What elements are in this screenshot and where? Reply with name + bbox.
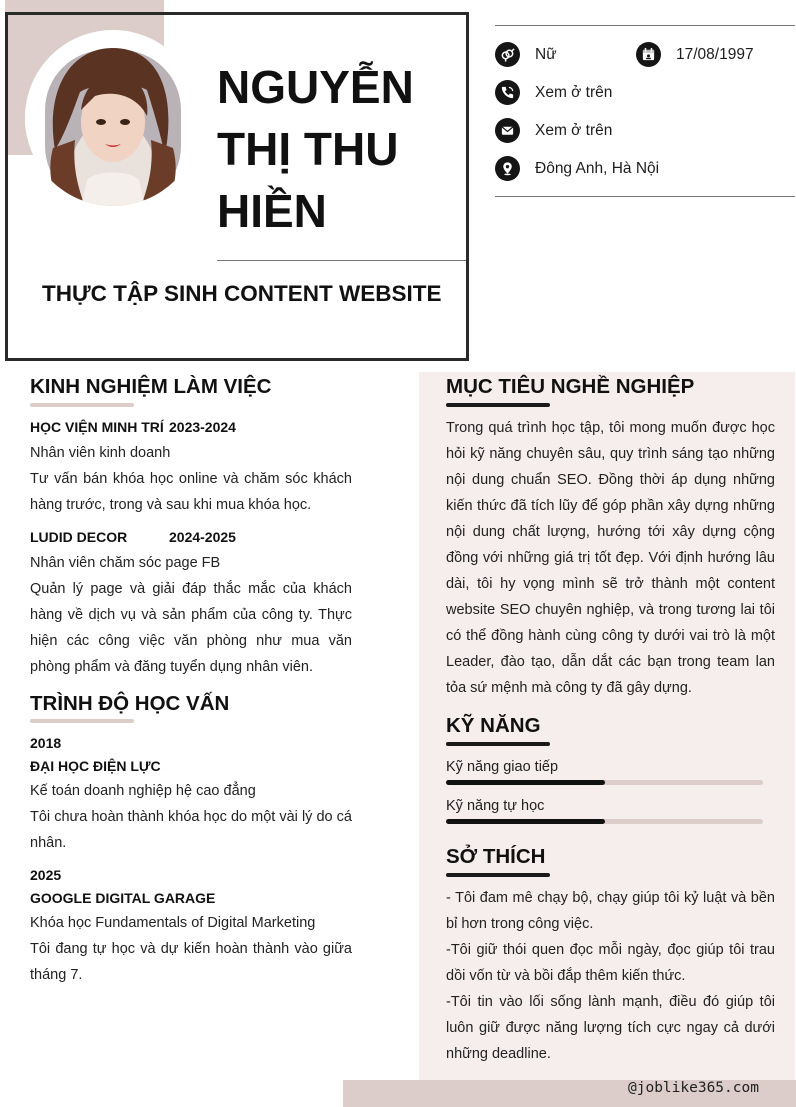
- education-school: ĐẠI HỌC ĐIỆN LỰC: [30, 758, 161, 774]
- education-year: 2018: [30, 735, 62, 751]
- contact-birthday: [636, 42, 754, 67]
- skill-bar-track: [446, 780, 763, 785]
- skill-label: Kỹ năng tự học: [446, 798, 545, 814]
- skill-bar-track: [446, 819, 763, 824]
- hobbies-section-underline: [446, 873, 550, 877]
- experience-item: [30, 416, 352, 518]
- skills-section-title: KỸ NĂNG: [446, 714, 541, 737]
- education-year: 2025: [30, 867, 62, 883]
- skills-section-underline: [446, 742, 550, 746]
- job-title: THỰC TẬP SINH CONTENT WEBSITE: [42, 281, 442, 306]
- hobby-item: -Tôi tin vào lối sống lành mạnh, điều đó giúp tôi luôn giữ được năng lượng tích cực ngay cả dưới những deadline.: [446, 994, 775, 1062]
- education-item: [30, 864, 352, 988]
- objective-section-underline: [446, 403, 550, 407]
- gender-icon: [495, 42, 520, 67]
- mail-icon: [495, 118, 520, 143]
- contact-top-divider: [495, 25, 795, 26]
- experience-period: 2023-2024: [169, 419, 236, 435]
- education-note: Tôi đang tự học và dự kiến hoàn thành vào giữa tháng 7.: [30, 941, 352, 983]
- education-note: Tôi chưa hoàn thành khóa học do một vài lý do cá nhân.: [30, 809, 352, 851]
- experience-section-underline: [30, 403, 134, 407]
- experience-item: [30, 526, 352, 680]
- experience-org: LUDID DECOR: [30, 529, 128, 545]
- hobby-item: -Tôi giữ thói quen đọc mỗi ngày, đọc giúp tôi trau dồi vốn từ và bồi đắp thêm kiến thức.: [446, 942, 775, 984]
- objective-text: Trong quá trình học tập, tôi mong muốn được học hỏi kỹ năng chuyên sâu, quy trình sáng tạo những nội dung chuẩn SEO. Đồng thời áp dụng những kiến thức đã tích lũy để góp phần xây dựng những nội dung chất lượng, hướng tới xây dựng cộng đồng với những giá trị tốt đẹp. Với định hướng lâu dài, tôi hy vọng mình sẽ trở thành một content website SEO chuyên nghiệp, và trong tương lai tôi có thể đồng hành cùng công ty dưới vai trò là một Leader, đào tạo, dẫn dắt các bạn trong team lan tỏa sứ mệnh mà công ty đã gây dựng.: [446, 420, 775, 696]
- experience-description: Tư vấn bán khóa học online và chăm sóc khách hàng trước, trong và sau khi mua khóa học.: [30, 471, 352, 513]
- avatar: [25, 30, 201, 206]
- phone-icon: [495, 80, 520, 105]
- name-divider: [217, 260, 466, 261]
- contact-bottom-divider: [495, 196, 795, 197]
- education-list: [30, 732, 352, 988]
- education-major: Kế toán doanh nghiệp hệ cao đẳng: [30, 783, 256, 799]
- hobbies-section-title: SỞ THÍCH: [446, 845, 546, 868]
- skill-bar-fill: [446, 819, 605, 824]
- phone-value: Xem ở trên: [535, 83, 613, 101]
- experience-role: Nhân viên chăm sóc page FB: [30, 555, 221, 571]
- contact-gender: [495, 42, 557, 67]
- portrait-photo-icon: [25, 30, 201, 206]
- candidate-name: NGUYỄN THỊ THU HIỀN: [217, 61, 414, 237]
- experience-section-title: KINH NGHIỆM LÀM VIỆC: [30, 375, 272, 398]
- experience-period: 2024-2025: [169, 529, 236, 545]
- experience-role: Nhân viên kinh doanh: [30, 445, 171, 461]
- contact-phone: [495, 80, 612, 105]
- education-section-underline: [30, 719, 134, 723]
- hobbies-list: [446, 885, 775, 1067]
- contact-address: [495, 156, 659, 181]
- calendar-icon: [636, 42, 661, 67]
- birthday-value: 17/08/1997: [676, 45, 754, 63]
- location-icon: [495, 156, 520, 181]
- email-value: Xem ở trên: [535, 121, 613, 139]
- education-item: [30, 732, 352, 856]
- watermark: @joblike365.com: [628, 1080, 759, 1096]
- skill-bar-fill: [446, 780, 605, 785]
- experience-description: Quản lý page và giải đáp thắc mắc của khách hàng về dịch vụ và sản phẩm của công ty. Thực hiện các công việc văn phòng như mua văn phòng phẩm và đăng tuyển dụng nhân viên.: [30, 581, 352, 675]
- skill-label: Kỹ năng giao tiếp: [446, 759, 559, 775]
- education-major: Khóa học Fundamentals of Digital Marketing: [30, 915, 316, 931]
- experience-org: HỌC VIỆN MINH TRÍ: [30, 419, 164, 435]
- experience-list: [30, 416, 352, 680]
- hobby-item: - Tôi đam mê chạy bộ, chạy giúp tôi kỷ luật và bền bỉ hơn trong công việc.: [446, 890, 775, 932]
- address-value: Đông Anh, Hà Nội: [535, 159, 660, 177]
- gender-value: Nữ: [535, 45, 557, 63]
- education-section-title: TRÌNH ĐỘ HỌC VẤN: [30, 692, 230, 715]
- objective-section-title: MỤC TIÊU NGHỀ NGHIỆP: [446, 375, 695, 398]
- contact-email: [495, 118, 612, 143]
- education-school: GOOGLE DIGITAL GARAGE: [30, 890, 216, 906]
